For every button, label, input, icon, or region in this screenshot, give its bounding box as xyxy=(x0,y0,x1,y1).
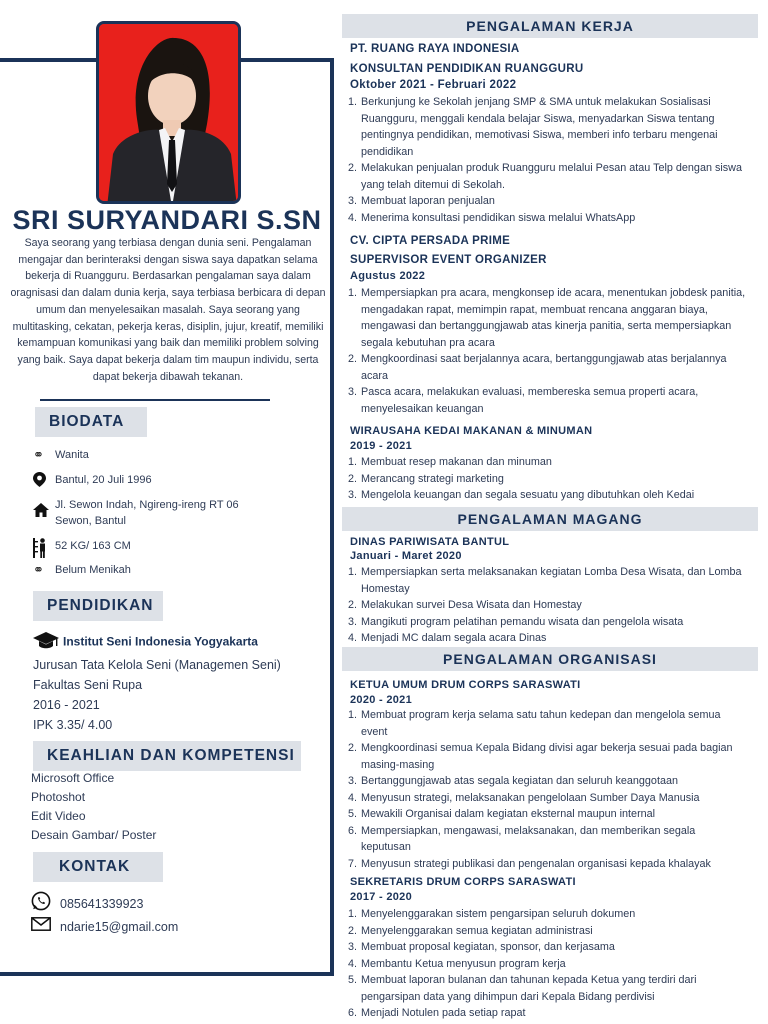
list-item: 1. Membuat resep makanan dan minuman xyxy=(348,456,552,468)
skill-item: Edit Video xyxy=(31,809,86,823)
job-duties-list xyxy=(348,454,748,504)
job-role: SUPERVISOR EVENT ORGANIZER xyxy=(350,254,547,266)
job-company: CV. CIPTA PERSADA PRIME xyxy=(350,235,511,247)
gender-row xyxy=(33,447,89,463)
job-company: PT. RUANG RAYA INDONESIA xyxy=(350,43,520,55)
list-item: 2. Mengkoordinasi saat berjalannya acara, bertanggungjawab atas berjalannya acara xyxy=(348,353,727,382)
list-item: 4. Menyusun strategi, melaksanakan pengelolaan Sumber Daya Manusia xyxy=(348,791,700,804)
job-role: KONSULTAN PENDIDIKAN RUANGGURU xyxy=(350,63,584,75)
job-period: 2019 - 2021 xyxy=(350,440,413,452)
address-row xyxy=(33,497,239,529)
rings-icon: ⚭ xyxy=(33,447,44,462)
phone-row xyxy=(31,891,143,916)
list-item: 2. Menyelenggarakan semua kegiatan administrasi xyxy=(348,924,593,937)
email-row xyxy=(31,917,178,936)
list-item: 4. Membantu Ketua menyusun program kerja xyxy=(348,957,566,970)
education-years: 2016 - 2021 xyxy=(33,698,100,712)
list-item: 3. Mengelola keuangan dan segala sesuatu yang dibutuhkan oleh Kedai xyxy=(348,489,695,501)
biodata-heading: BIODATA xyxy=(35,407,147,437)
envelope-icon xyxy=(31,917,60,936)
list-item: 4. Menjadi MC dalam segala acara Dinas xyxy=(348,632,547,644)
list-item: 6. Menjadi Notulen pada setiap rapat xyxy=(348,1007,526,1019)
list-item: 2. Merancang strategi marketing xyxy=(348,472,504,485)
address-line-2: Sewon, Bantul xyxy=(55,515,126,527)
education-heading: PENDIDIKAN xyxy=(33,591,163,621)
list-item: 3. Membuat laporan penjualan xyxy=(348,195,495,207)
education-school-row xyxy=(33,632,258,653)
list-item: 7. Menyusun strategi publikasi dan pengenalan organisasi kepada khalayak xyxy=(348,857,711,870)
contact-heading: KONTAK xyxy=(33,852,163,882)
full-name: SRI SURYANDARI S.SN xyxy=(12,205,322,235)
education-major: Jurusan Tata Kelola Seni (Managemen Seni) xyxy=(33,658,281,672)
profile-photo xyxy=(96,21,241,204)
work-heading: PENGALAMAN KERJA xyxy=(342,14,758,38)
list-item: 2. Mengkoordinasi semua Kepala Bidang divisi agar bekerja sesuai pada bagian masing-masing xyxy=(348,742,733,771)
internship-duties-list xyxy=(348,564,748,647)
body-value: 52 KG/ 163 CM xyxy=(55,540,131,552)
list-item: 1. Menyelenggarakan sistem pengarsipan seluruh dokumen xyxy=(348,908,636,920)
org-role-period: 2020 - 2021 xyxy=(350,694,413,706)
education-gpa: IPK 3.35/ 4.00 xyxy=(33,718,113,732)
body-row xyxy=(33,538,131,561)
job-role: WIRAUSAHA KEDAI MAKANAN & MINUMAN xyxy=(350,425,593,437)
job-duties-list xyxy=(348,94,748,226)
list-item: 5. Membuat laporan bulanan dan tahunan kepada Ketua yang terdiri dari pengarsipan data yang dihimpun dari Kepala Bidang perdivisi xyxy=(348,974,697,1003)
internship-org: DINAS PARIWISATA BANTUL xyxy=(350,536,510,548)
location-pin-icon xyxy=(33,472,55,490)
list-item: 1. Berkunjung ke Sekolah jenjang SMP & SMA untuk melakukan Sosialisasi Ruangguru, menggali kendala belajar Siswa, menyadarkan Siswa tentang pentingnya pendidikan, memotivasi Siswa, memberi info terbaru mengenai pendidikan xyxy=(348,96,718,158)
list-item: 3. Pasca acara, melakukan evaluasi, membereska semua properti acara, menyelesaikan keuangan xyxy=(348,386,699,415)
email-address[interactable]: ndarie15@gmail.com xyxy=(60,919,179,934)
job-period: Agustus 2022 xyxy=(350,270,426,282)
school-name: Institut Seni Indonesia Yogyakarta xyxy=(63,634,258,649)
address-line-1: Jl. Sewon Indah, Ngireng-ireng RT 06 xyxy=(55,499,239,511)
graduation-cap-icon xyxy=(33,632,63,653)
skill-item: Photoshot xyxy=(31,790,86,804)
list-item: 2. Melakukan survei Desa Wisata dan Homestay xyxy=(348,599,582,611)
list-item: 3. Membuat proposal kegiatan, sponsor, dan kerjasama xyxy=(348,941,615,953)
org-role-period: 2017 - 2020 xyxy=(350,891,413,903)
marital-value: Belum Menikah xyxy=(55,564,131,576)
phone-number[interactable]: 085641339923 xyxy=(60,896,144,911)
list-item: 4. Menerima konsultasi pendidikan siswa melalui WhatsApp xyxy=(348,211,636,224)
internship-period: Januari - Maret 2020 xyxy=(350,550,462,562)
education-faculty: Fakultas Seni Rupa xyxy=(33,678,143,692)
job-period: Oktober 2021 - Februari 2022 xyxy=(350,79,517,91)
house-icon xyxy=(33,497,55,520)
job-duties-list xyxy=(348,285,748,417)
org-role-title: KETUA UMUM DRUM CORPS SARASWATI xyxy=(350,679,581,691)
list-item: 5. Mewakili Organisai dalam kegiatan eksternal maupun internal xyxy=(348,808,656,820)
gender-value: Wanita xyxy=(55,449,89,461)
skills-heading: KEAHLIAN DAN KOMPETENSI xyxy=(33,741,301,771)
summary-divider xyxy=(40,399,270,401)
list-item: 2. Melakukan penjualan produk Ruangguru melalui Pesan atau Telp dengan siswa yang telah ditemui di Sekolah. xyxy=(348,162,742,191)
skill-item: Microsoft Office xyxy=(31,771,115,785)
list-item: 1. Mempersiapkan pra acara, mengkonsep ide acara, menentukan jobdesk panitia, mengadakan rapat, memimpin rapat, membuat rencana anggaran biaya, mengawasi dan bertanggungjawab atas kinerja panitia, serta mempersiapkan segala kebutuhan pra acara xyxy=(348,287,746,349)
org-duties-list xyxy=(348,707,748,872)
skill-item: Desain Gambar/ Poster xyxy=(31,828,157,842)
internship-heading: PENGALAMAN MAGANG xyxy=(342,507,758,531)
org-duties-list xyxy=(348,906,748,1022)
profile-photo-illustration xyxy=(99,24,241,204)
list-item: 3. Bertanggungjawab atas segala kegiatan dan seluruh keanggotaan xyxy=(348,775,678,787)
body-measure-icon xyxy=(33,538,55,561)
profile-summary: Saya seorang yang terbiasa dengan dunia seni. Pengalaman mengajar dan berinteraksi dengan siswa saya dapatkan selama bekerja di Ruangguru. Berdasarkan pengalaman saya dalam oragnisasi dan dalam dunia kerja, saya terbiasa berbicara di depan umum dan menyelesaikan masalah. Saya seorang yang multitasking, cekatan, pekerja keras, disiplin, jujur, kreatif, memiliki kemampuan komunikasi yang baik dan memiliki problem solving yang baik. Saya dapat bekerja dalam tim maupun individu, serta dapat bekerja dibawah tekanan. xyxy=(10,237,326,383)
birth-value: Bantul, 20 Juli 1996 xyxy=(55,474,152,486)
list-item: 3. Mangikuti program pelatihan pemandu wisata dan pengelola wisata xyxy=(348,615,684,628)
list-item: 1. Mempersiapkan serta melaksanakan kegiatan Lomba Desa Wisata, dan Lomba Homestay xyxy=(348,566,742,595)
whatsapp-icon xyxy=(31,891,60,916)
organization-heading: PENGALAMAN ORGANISASI xyxy=(342,647,758,671)
org-role-title: SEKRETARIS DRUM CORPS SARASWATI xyxy=(350,876,576,888)
list-item: 6. Mempersiapkan, mengawasi, melaksanakan, dan memberikan segala keputusan xyxy=(348,824,696,853)
wedding-rings-icon: ⚭ xyxy=(33,562,44,577)
birth-row xyxy=(33,472,152,490)
marital-row xyxy=(33,562,131,578)
list-item: 1. Membuat program kerja selama satu tahun kedepan dan mengelola semua event xyxy=(348,709,721,738)
